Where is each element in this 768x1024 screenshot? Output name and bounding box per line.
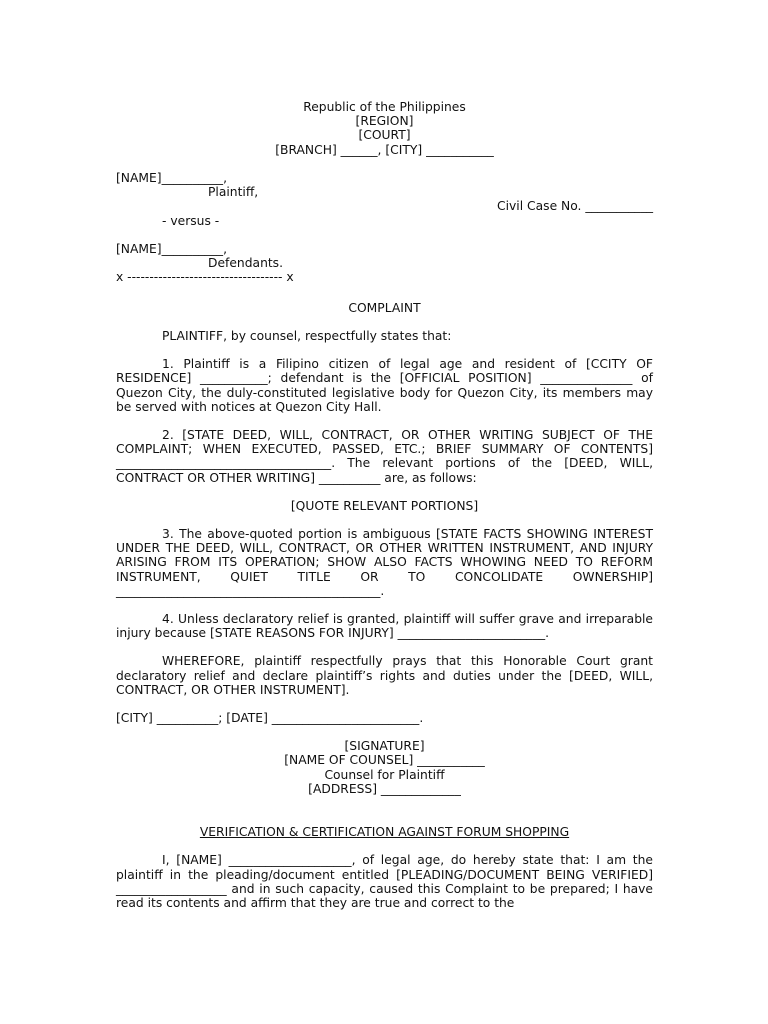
quote-placeholder: [QUOTE RELEVANT PORTIONS] (290, 498, 479, 513)
intro-paragraph: PLAINTIFF, by counsel, respectfully states that: (162, 329, 452, 344)
signature-placeholder: [SIGNATURE] (344, 739, 425, 754)
counsel-name: [NAME OF COUNSEL] ___________ (284, 753, 485, 768)
header-branch-city: [BRANCH] ______, [CITY] ___________ (275, 142, 494, 157)
defendant-label: Defendants. (208, 255, 283, 270)
civil-case-number: Civil Case No. ___________ (497, 198, 653, 213)
defendant-name: [NAME]__________, (116, 241, 227, 256)
plaintiff-label: Plaintiff, (208, 184, 259, 199)
document-title: COMPLAINT (348, 300, 421, 315)
wherefore-paragraph: WHEREFORE, plaintiff respectfully prays that this Honorable Court grant declaratory relief and declare plaintiff’s rights and duties under the [DEED, WILL, CONTRACT, OR OTHER INSTRUMENT]. (116, 654, 653, 697)
verification-paragraph: I, [NAME] ____________________, of legal age, do hereby state that: I am the plaintiff in the pleading/document entitled [PLEADING/DOCUMENT BEING VERIFIED] __________________ and in such capacity, caused this Complaint to be prepared; I have read its contents and affirm that they are true and correct to the (116, 853, 653, 910)
counsel-role: Counsel for Plaintiff (324, 767, 445, 782)
header-court: [COURT] (358, 128, 411, 143)
paragraph-2: 2. [STATE DEED, WILL, CONTRACT, OR OTHER WRITING SUBJECT OF THE COMPLAINT; WHEN EXECUTED, PASSED, ETC.; BRIEF SUMMARY OF CONTENTS] ___________________________________. The relevant portions of the [DEED, WILL, CONTRACT OR OTHER WRITING] __________ are, as follows: (116, 428, 653, 485)
paragraph-1: 1. Plaintiff is a Filipino citizen of legal age and resident of [CCITY OF RESIDENCE] ___________; defendant is the [OFFICIAL POSITION] _______________ of Quezon City, the duly-constituted legislative body for Quezon City, its members may be served with notices at Quezon City Hall. (116, 357, 653, 414)
plaintiff-name: [NAME]__________, (116, 170, 227, 185)
paragraph-4: 4. Unless declaratory relief is granted, plaintiff will suffer grave and irreparable injury because [STATE REASONS FOR INJURY] ________________________. (116, 612, 653, 641)
header-region: [REGION] (355, 114, 414, 129)
city-date-line: [CITY] __________; [DATE] ________________________. (116, 711, 424, 726)
document-page (116, 100, 653, 910)
header-republic: Republic of the Philippines (303, 100, 466, 114)
signature-block (116, 739, 653, 796)
counsel-address: [ADDRESS] _____________ (308, 781, 461, 796)
verification-title: VERIFICATION & CERTIFICATION AGAINST FORUM SHOPPING (199, 825, 570, 840)
caption-separator: x ----------------------------------- x (116, 269, 294, 284)
paragraph-3: 3. The above-quoted portion is ambiguous [STATE FACTS SHOWING INTEREST UNDER THE DEED, WILL, CONTRACT, OR OTHER WRITTEN INSTRUMENT, AND INJURY ARISING FROM ITS OPERATION; SHOW ALSO FACTS WHOWING NEED TO REFORM INSTRUMENT, QUIET TITLE OR TO CONCOLIDATE OWNERSHIP] ___________________________________________. (116, 527, 653, 598)
court-header (116, 100, 653, 157)
case-caption (116, 171, 653, 285)
versus-label: - versus - (162, 213, 220, 228)
